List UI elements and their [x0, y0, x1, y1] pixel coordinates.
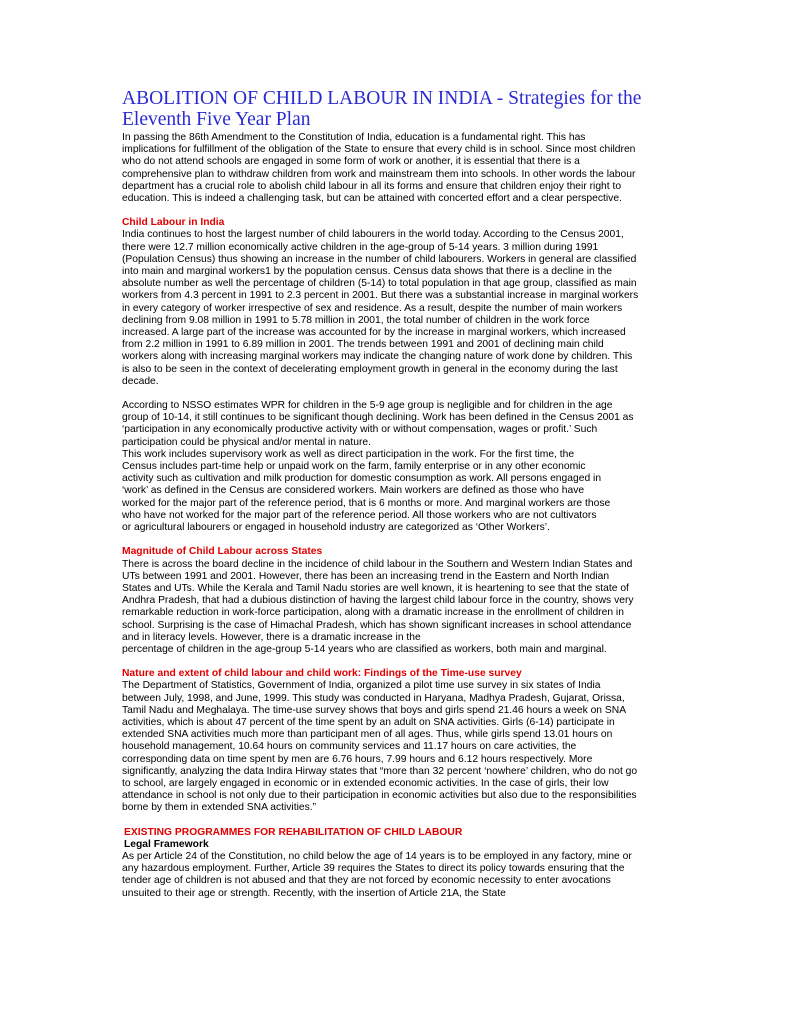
text-line: attendance in school is not only due to their participation in economic activities but also due to the responsibilities: [122, 790, 637, 802]
section-heading-existing-programmes: EXISTING PROGRAMMES FOR REHABILITATION OF CHILD LABOUR: [124, 826, 463, 838]
text-line: and in literacy levels. However, there is a dramatic increase in the: [122, 631, 421, 643]
text-line: department has a crucial role to abolish child labour in all its forms and ensure that children enjoy their right to: [122, 180, 622, 192]
text-line: ‘participation in any economically productive activity with or without compensation, wages or profit.’ Such: [122, 424, 598, 436]
section-heading-magnitude: Magnitude of Child Labour across States: [122, 546, 323, 558]
intro-paragraph: [122, 132, 670, 205]
title-line: Eleventh Five Year Plan: [122, 109, 311, 130]
text-line: ‘work’ as defined in the Census are considered workers. Main workers are defined as those who have: [122, 485, 585, 497]
text-line: India continues to host the largest number of child labourers in the world today. According to the Census 2001,: [122, 229, 624, 241]
text-line: from 2.2 million in 1991 to 6.89 million in 2001. The trends between 1991 and 2001 of declining main child: [122, 339, 604, 351]
text-line: Census includes part-time help or unpaid work on the farm, family enterprise or in any other economic: [122, 461, 586, 473]
title-line: ABOLITION OF CHILD LABOUR IN INDIA - Strategies for the: [122, 88, 642, 109]
text-line: UTs between 1991 and 2001. However, there has been an increasing trend in the Eastern and North Indian: [122, 570, 610, 582]
text-line: declining from 9.08 million in 1991 to 5.78 million in 2001, the total number of children in the work force: [122, 314, 590, 326]
text-line: remarkable reduction in work-force participation, along with a dramatic increase in the enrollment of children in: [122, 607, 624, 619]
text-line: unsuited to their age or strength. Recently, with the insertion of Article 21A, the State: [122, 887, 506, 899]
text-line: implications for fulfillment of the obligation of the State to ensure that every child is in school. Since most children: [122, 144, 636, 156]
text-line: borne by them in extended SNA activities.”: [122, 802, 317, 814]
text-line: into main and marginal workers1 by the population census. Census data shows that there is a decline in the: [122, 266, 612, 278]
text-line: Tamil Nadu and Meghalaya. The time-use survey shows that boys and girls spend 21.46 hours a week on SNA: [122, 704, 627, 716]
text-line: There is across the board decline in the incidence of child labour in the Southern and Western Indian States and: [122, 558, 633, 570]
section3-paragraph: [122, 680, 670, 814]
text-line: or agricultural labourers or engaged in household industry are categorized as ‘Other Workers’.: [122, 522, 550, 534]
text-line: In passing the 86th Amendment to the Constitution of India, education is a fundamental right. This has: [122, 132, 586, 143]
text-line: comprehensive plan to withdraw children from work and mainstream them into schools. In other words the labour: [122, 168, 636, 180]
section-heading-child-labour-in-india: Child Labour in India: [122, 217, 225, 229]
document-title: [122, 88, 670, 130]
text-line: participation could be physical and/or mental in nature.: [122, 436, 371, 448]
text-line: tender age of children is not abused and that they are not forced by economic necessity to enter avocations: [122, 875, 611, 887]
text-line: (Population Census) thus showing an increase in the number of child labourers. Workers in general are classified: [122, 253, 637, 265]
section-heading-time-use-survey: Nature and extent of child labour and child work: Findings of the Time-use survey: [122, 668, 522, 680]
text-line: is also to be seen in the context of decelerating employment growth in general in the economy during the last: [122, 363, 618, 375]
text-line: school. Surprising is the case of Himachal Pradesh, which has shown significant increases in school attendance: [122, 619, 632, 631]
text-line: in every category of worker irrespective of sex and residence. As a result, despite the number of main workers: [122, 302, 623, 314]
text-line: group of 10-14, it still continues to be significant though declining. Work has been defined in the Census 2001 as: [122, 412, 634, 424]
text-line: significantly, analyzing the data Indira Hirway states that “more than 32 percent ‘nowhere’ children, who do not go: [122, 765, 638, 777]
text-line: increased. A large part of the increase was accounted for by the increase in marginal workers, which increased: [122, 327, 626, 339]
text-line: workers along with increasing marginal workers may indicate the changing nature of work done by children. This: [122, 351, 633, 363]
section4-paragraph: [122, 851, 670, 900]
text-line: activity such as cultivation and milk production for domestic consumption as work. All persons engaged in: [122, 473, 602, 485]
subheading-legal-framework: Legal Framework: [124, 838, 209, 850]
text-line: education. This is indeed a challenging task, but can be attained with concerted effort and a clear perspective.: [122, 193, 622, 205]
text-line: According to NSSO estimates WPR for children in the 5-9 age group is negligible and for children in the age: [122, 400, 613, 412]
text-line: percentage of children in the age-group 5-14 years who are classified as workers, both main and marginal.: [122, 643, 607, 655]
text-line: worked for the major part of the reference period, that is 6 months or more. And marginal workers are those: [122, 497, 611, 509]
text-line: workers from 4.3 percent in 1991 to 2.3 percent in 2001. But there was a substantial increase in marginal workers: [122, 290, 639, 302]
text-line: As per Article 24 of the Constitution, no child below the age of 14 years is to be employed in any factory, mine or: [122, 850, 632, 862]
section2-paragraph: [122, 559, 670, 657]
text-line: This work includes supervisory work as well as direct participation in the work. For the first time, the: [122, 448, 575, 460]
text-line: decade.: [122, 375, 159, 387]
text-line: between July, 1998, and June, 1999. This study was conducted in Haryana, Madhya Pradesh, Gujarat, Orissa,: [122, 692, 625, 704]
section1-paragraph2: [122, 400, 670, 534]
text-line: absolute number as well the percentage of children (5-14) to total population in that age group, classified as main: [122, 278, 637, 290]
text-line: States and UTs. While the Kerala and Tamil Nadu stories are well known, it is heartening to see that the state of: [122, 582, 629, 594]
text-line: corresponding data on time spent by men are 6.76 hours, 7.99 hours and 6.12 hours respectively. More: [122, 753, 593, 765]
text-line: any hazardous employment. Further, Article 39 requires the States to direct its policy towards ensuring that the: [122, 863, 625, 875]
text-line: who do not attend schools are engaged in some form of work or another, it is essential that there is a: [122, 156, 580, 168]
text-line: there were 12.7 million economically active children in the age-group of 5-14 years. 3 million during 1991: [122, 241, 599, 253]
text-line: Andhra Pradesh, that had a dubious distinction of having the largest child labour force in the country, shows very: [122, 595, 634, 607]
text-line: to school, are largely engaged in economic or in extended economic activities. In the case of girls, their low: [122, 777, 609, 789]
text-line: extended SNA activities much more than participant men of all ages. Thus, while girls spend 13.01 hours on: [122, 729, 613, 741]
section1-paragraph1: [122, 229, 670, 388]
document-page: [122, 88, 670, 900]
text-line: who have not worked for the major part of the reference period. All those workers who are not cultivators: [122, 509, 597, 521]
text-line: The Department of Statistics, Government of India, organized a pilot time use survey in six states of India: [122, 680, 601, 692]
text-line: household management, 10.64 hours on community services and 11.17 hours on care activities, the: [122, 741, 577, 753]
text-line: activities, which is about 47 percent of the time spent by an adult on SNA activities. Girls (6-14) participate in: [122, 716, 615, 728]
